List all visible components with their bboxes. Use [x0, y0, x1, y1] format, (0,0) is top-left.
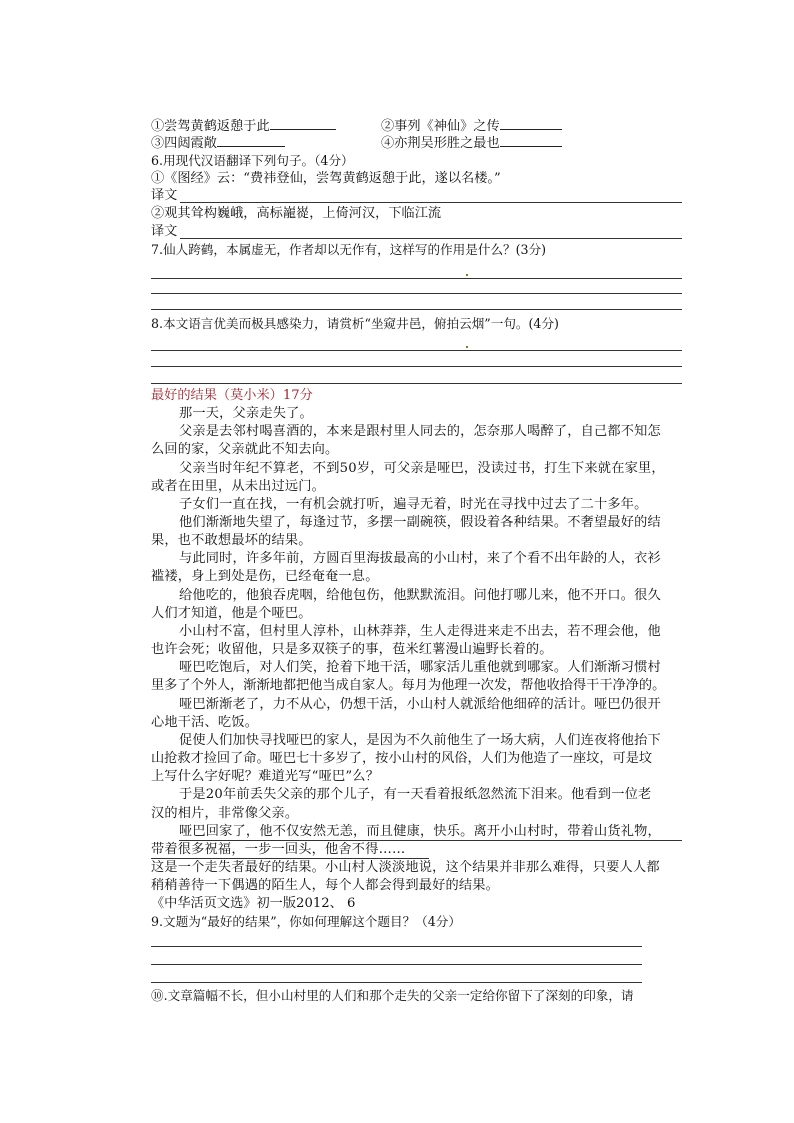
- story-title: 最好的结果（莫小米）17分: [151, 388, 313, 403]
- answer-line[interactable]: [151, 946, 642, 947]
- answer-blank[interactable]: [500, 116, 562, 130]
- story-line: 山抢救才捡回了命。哑巴七十多岁了，按小山村的风俗，人们为他造了一座坟，可是坟: [151, 751, 653, 766]
- story-line: 那一天，父亲走失了。: [179, 406, 313, 421]
- answer-blank[interactable]: [217, 133, 285, 147]
- story-line: 么回的家，父亲就此不知去向。: [151, 442, 339, 457]
- q6-prompt: 6.用现代汉语翻译下列句子。（4分）: [151, 153, 354, 168]
- answer-blank[interactable]: [270, 116, 336, 130]
- answer-line[interactable]: [151, 309, 682, 310]
- q7-prompt: 7.仙人跨鹤，本属虚无，作者却以无作有，这样写的作用是什么？(3分): [151, 242, 547, 257]
- story-line: 哑巴渐渐老了，力不从心，仍想干活，小山村人就派给他细碎的活计。哑巴仍很开: [179, 697, 661, 712]
- q5-item-1: ①尝驾黄鹤返憩于此: [151, 116, 336, 136]
- answer-line[interactable]: [151, 293, 682, 294]
- story-line: 人们才知道，他是个哑巴。: [151, 606, 312, 621]
- story-line: 促使人们加快寻找哑巴的家人，是因为不久前他生了一场大病，人们连夜将他抬下: [179, 733, 661, 748]
- story-line: 小山村不富，但村里人淳朴，山林莽莽，生人走得进来走不出去，若不理会他，他: [179, 624, 661, 639]
- q6-sentence-2: ②观其耸构巍峨，高标巃嵸，上倚河汉，下临江流: [151, 206, 442, 221]
- answer-line[interactable]: [180, 202, 682, 203]
- answer-line[interactable]: [180, 238, 682, 239]
- q6-label-2: 译文: [151, 224, 178, 239]
- story-line: 这是一个走失者最好的结果。小山村人淡淡地说，这个结果并非那么难得，只要人人都: [151, 860, 660, 875]
- story-line: 于是20年前丢失父亲的那个儿子，有一天看着报纸忽然流下泪来。他看到一位老: [179, 787, 652, 802]
- story-line: 里多了个外人，渐渐地都把他当成自家人。每月为他理一次发，帮他收拾得干干净净的。: [151, 678, 666, 693]
- q5-item-3: ③四闼霞敞: [151, 133, 285, 153]
- answer-line[interactable]: [151, 278, 682, 279]
- answer-line[interactable]: [151, 383, 682, 384]
- answer-blank[interactable]: [500, 133, 562, 147]
- answer-line[interactable]: [151, 964, 642, 965]
- story-line: 带着很多祝福，一步一回头，他舍不得……: [151, 842, 406, 857]
- q10-prompt: ⑩.文章篇幅不长，但小山村里的人们和那个走失的父亲一定给你留下了深刻的印象，请: [151, 988, 634, 1003]
- story-line: 稍稍善待一下偶遇的陌生人，每个人都会得到最好的结果。: [151, 878, 500, 893]
- answer-line[interactable]: [151, 366, 682, 367]
- story-line: 子女们一直在找，一有机会就打听，遍寻无着，时光在寻找中过去了二十多年。: [179, 497, 648, 512]
- story-line: 给他吃的，他狼吞虎咽，给他包伤，他默默流泪。问他打哪儿来，他不开口。很久: [179, 588, 661, 603]
- speck: [466, 274, 468, 276]
- story-source: 《中华活页文选》初一版2012、 6: [151, 896, 356, 911]
- q6-label-1: 译文: [151, 188, 178, 203]
- story-line: 果，也不敢想最坏的结果。: [151, 533, 312, 548]
- story-line: 父亲当时年纪不算老，不到50岁，可父亲是哑巴，没读过书，打生下来就在家里，: [179, 461, 665, 476]
- answer-line[interactable]: [151, 982, 642, 983]
- story-line: 上写什么字好呢？难道光写“哑巴”么？: [151, 769, 380, 784]
- story-line: 他们渐渐地失望了，每逢过节，多摆一副碗筷，假设着各种结果。不奢望最好的结: [179, 515, 661, 530]
- q6-sentence-1: ①《图经》云：“费祎登仙，尝驾黄鹤返憩于此，遂以名楼。”: [151, 171, 501, 186]
- answer-line[interactable]: [151, 350, 682, 351]
- q9-prompt: 9.文题为“最好的结果”，你如何理解这个题目？（4分）: [151, 914, 461, 929]
- q8-prompt: 8.本文语言优美而极具感染力，请赏析“坐窥井邑，俯拍云烟”一句。(4分): [151, 316, 559, 331]
- story-line: 也许会死；收留他，只是多双筷子的事，苞米红薯漫山遍野长着的。: [151, 642, 553, 657]
- q5-item-4: ④亦荆吴形胜之最也: [381, 133, 562, 153]
- story-line: 哑巴吃饱后，对人们笑，抢着下地干活，哪家活儿重他就到哪家。人们渐渐习惯村: [179, 660, 661, 675]
- story-line: 哑巴回家了，他不仅安然无恙，而且健康，快乐。离开小山村时，带着山货礼物，: [179, 824, 661, 839]
- story-line: 褴褛，身上到处是伤，已经奄奄一息。: [151, 569, 379, 584]
- q5-item-2: ②事列《神仙》之传: [381, 116, 562, 136]
- story-line: 与此同时，许多年前，方圆百里海拔最高的小山村，来了个看不出年龄的人，衣衫: [179, 551, 661, 566]
- story-line: 心地干活、吃饭。: [151, 715, 259, 730]
- story-line: 父亲是去邻村喝喜酒的，本来是跟村里人同去的，怎奈那人喝醉了，自己都不知怎: [179, 424, 661, 439]
- story-line: 或者在田里，从未出过远门。: [151, 479, 326, 494]
- story-line: 汉的相片，非常像父亲。: [151, 806, 299, 821]
- speck: [466, 346, 468, 348]
